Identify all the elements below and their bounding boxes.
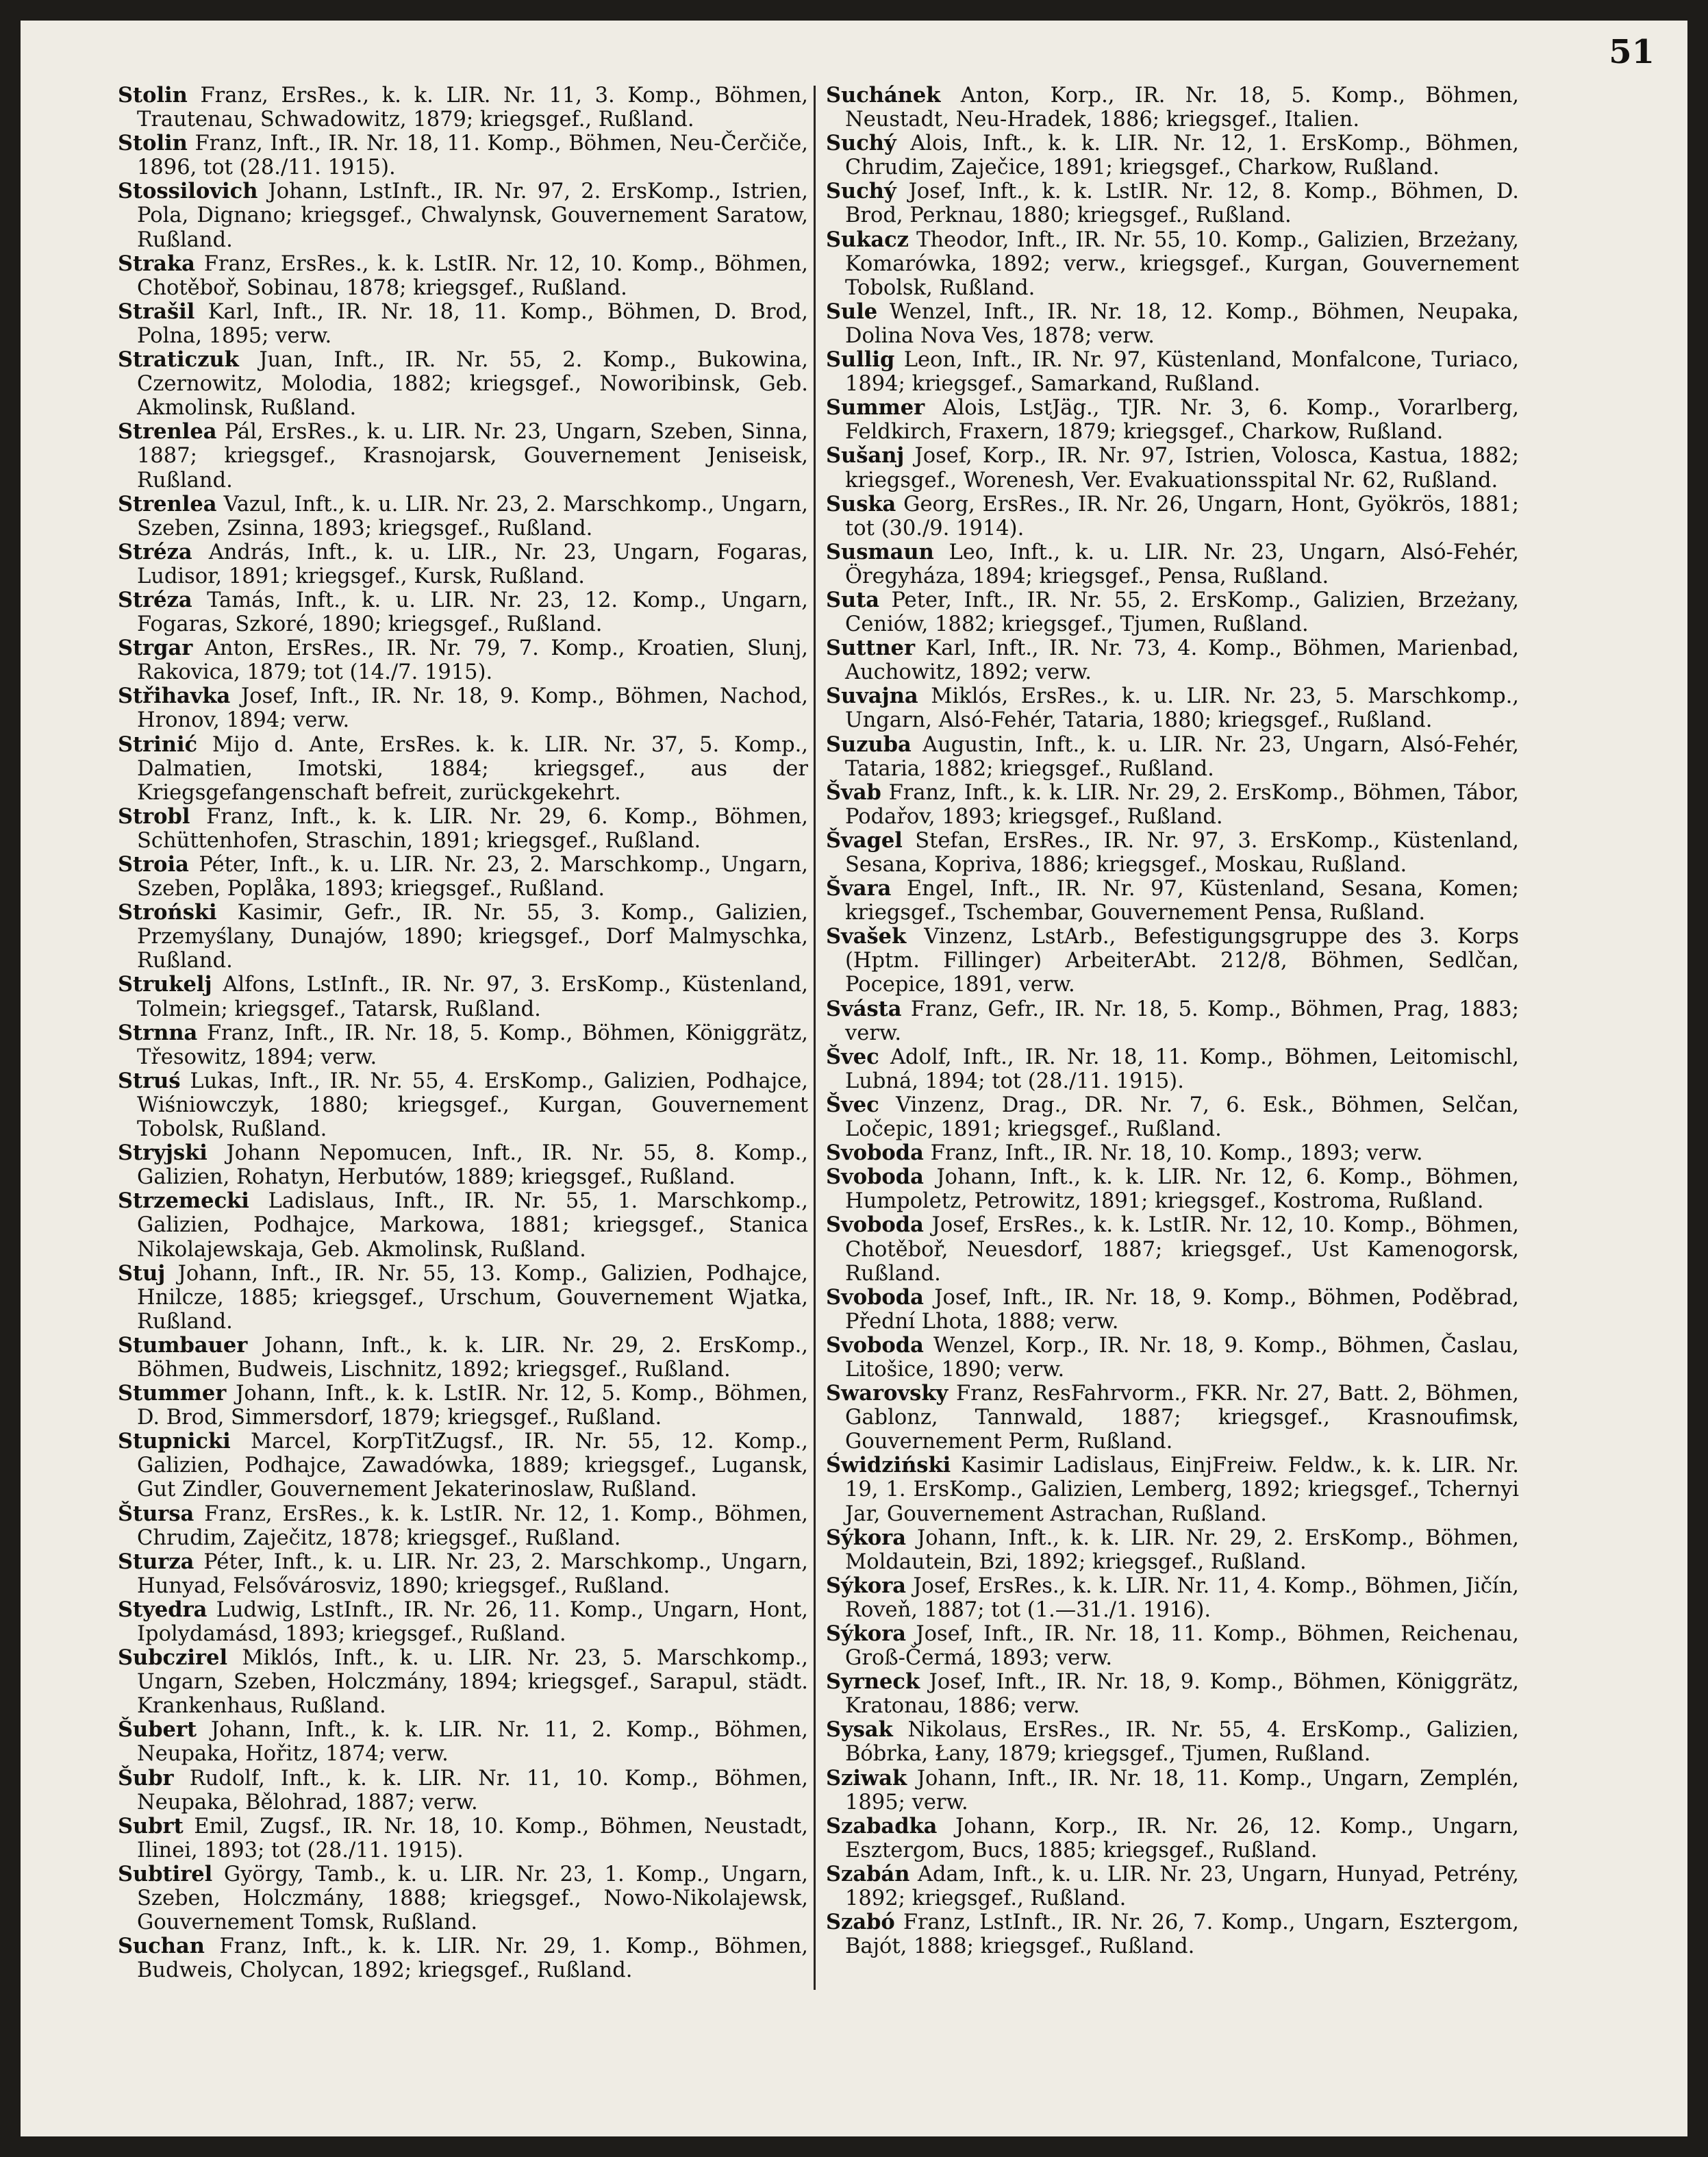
- register-entry: [118, 1262, 808, 1334]
- entry-surname: Svoboda: [826, 1164, 924, 1190]
- entry-surname: Švab: [826, 780, 881, 805]
- register-entry: [826, 1622, 1519, 1670]
- entry-surname: Sušanj: [826, 443, 905, 469]
- entry-details: Ladislaus, Inft., IR. Nr. 55, 1. Marschkomp., Galizien, Podhajce, Markowa, 1881; kriegsgef., Stanica Nikolajewskaja, Geb. Akmolinsk, Rußland.: [137, 1189, 808, 1262]
- register-entry: [118, 1550, 808, 1598]
- entry-surname: Svašek: [826, 924, 907, 949]
- register-entry: [826, 1862, 1519, 1910]
- entry-details: Augustin, Inft., k. u. LIR. Nr. 23, Ungarn, Alsó-Fehér, Tataria, 1882; kriegsgef., Rußland.: [845, 732, 1519, 781]
- entry-details: Johann, Inft., k. k. LIR. Nr. 29, 2. ErsKomp., Böhmen, Budweis, Lischnitz, 1892; kriegsgef., Rußland.: [137, 1333, 808, 1382]
- register-entry: [118, 1815, 808, 1862]
- register-entry: [826, 1454, 1519, 1525]
- entry-surname: Svásta: [826, 996, 902, 1021]
- entry-surname: Straticzuk: [118, 347, 239, 373]
- entry-details: Josef, Inft., IR. Nr. 18, 11. Komp., Böhmen, Reichenau, Groß-Čermá, 1893; verw.: [845, 1622, 1519, 1671]
- entry-surname: Strobl: [118, 803, 190, 829]
- entry-surname: Svoboda: [826, 1212, 924, 1238]
- entry-surname: Svoboda: [826, 1332, 924, 1358]
- entry-surname: Sysak: [826, 1717, 893, 1743]
- entry-details: Franz, Inft., IR. Nr. 18, 5. Komp., Böhmen, Königgrätz, Třesowitz, 1894; verw.: [137, 1021, 808, 1069]
- entry-surname: Stolin: [118, 131, 188, 156]
- entry-details: Kasimir Ladislaus, EinjFreiw. Feldw., k. k. LIR. Nr. 19, 1. ErsKomp., Galizien, Lemberg, 1892; kriegsgef., Tchernyi Jar, Gouvernement Astrachan, Rußland.: [845, 1454, 1519, 1526]
- entry-details: Johann, Inft., IR. Nr. 55, 13. Komp., Galizien, Podhajce, Hnilcze, 1885; kriegsgef., Urschum, Gouvernement Wjatka, Rußland.: [137, 1261, 808, 1334]
- entry-details: Juan, Inft., IR. Nr. 55, 2. Komp., Bukowina, Czernowitz, Molodia, 1882; kriegsgef., Noworibinsk, Geb. Akmolinsk, Rußland.: [137, 348, 808, 421]
- entry-details: Marcel, KorpTitZugsf., IR. Nr. 55, 12. Komp., Galizien, Podhajce, Zawadówka, 1889; kriegsgef., Lugansk, Gut Zindler, Gouvernement Jekaterinoslaw, Rußland.: [137, 1430, 808, 1502]
- entry-surname: Stossilovich: [118, 179, 258, 204]
- register-entry: [118, 420, 808, 492]
- register-entry: [826, 493, 1519, 540]
- entry-surname: Strnna: [118, 1020, 198, 1045]
- register-entry: [826, 1767, 1519, 1815]
- entry-surname: Suska: [826, 491, 896, 516]
- entry-details: Pál, ErsRes., k. u. LIR. Nr. 23, Ungarn, Szeben, Sinna, 1887; kriegsgef., Krasnojarsk, Gouvernement Jeniseisk, Rußland.: [137, 420, 808, 493]
- entry-details: Vazul, Inft., k. u. LIR. Nr. 23, 2. Marschkomp., Ungarn, Szeben, Zsinna, 1893; kriegsgef., Rußland.: [137, 492, 808, 540]
- register-entry: [826, 877, 1519, 925]
- entry-details: Emil, Zugsf., IR. Nr. 18, 10. Komp., Böhmen, Neustadt, Ilinei, 1893; tot (28./11. 1915).: [137, 1814, 808, 1862]
- register-entry: [118, 1189, 808, 1261]
- entry-surname: Švara: [826, 876, 892, 901]
- entry-details: Anton, ErsRes., IR. Nr. 79, 7. Komp., Kroatien, Slunj, Rakovica, 1879; tot (14./7. 1915).: [137, 636, 808, 685]
- entry-surname: Strgar: [118, 636, 193, 661]
- register-entry: [826, 636, 1519, 684]
- entry-surname: Syrneck: [826, 1669, 920, 1695]
- entry-surname: Štursa: [118, 1501, 194, 1526]
- register-entry: [826, 1574, 1519, 1622]
- entry-details: Josef, ErsRes., k. k. LstIR. Nr. 12, 10. Komp., Böhmen, Chotěboř, Neuesdorf, 1887; kriegsgef., Ust Kamenogorsk, Rußland.: [845, 1213, 1519, 1286]
- register-entry: [118, 805, 808, 853]
- entry-details: Miklós, Inft., k. u. LIR. Nr. 23, 5. Marschkomp., Ungarn, Szeben, Holczmány, 1894; kriegsgef., Sarapul, städt. Krankenhaus, Rußland.: [137, 1646, 808, 1719]
- entry-surname: Suvajna: [826, 684, 918, 709]
- register-entry: [826, 684, 1519, 732]
- register-entry: [826, 1382, 1519, 1454]
- entry-details: Johann, LstInft., IR. Nr. 97, 2. ErsKomp., Istrien, Pola, Dignano; kriegsgef., Chwalynsk, Gouvernement Saratow, Rußland.: [137, 179, 808, 252]
- register-entry: [826, 781, 1519, 829]
- entry-details: Alfons, LstInft., IR. Nr. 97, 3. ErsKomp., Küstenland, Tolmein; kriegsgef., Tatarsk, Rußland.: [137, 973, 808, 1021]
- entry-details: Johann, Inft., k. k. LIR. Nr. 11, 2. Komp., Böhmen, Neupaka, Hořitz, 1874; verw.: [137, 1718, 808, 1767]
- register-entry: [118, 1069, 808, 1141]
- register-entry: [826, 228, 1519, 300]
- register-entry: [118, 1502, 808, 1550]
- register-entry: [118, 1767, 808, 1815]
- entry-surname: Strašil: [118, 299, 195, 324]
- register-entry: [826, 1045, 1519, 1093]
- entry-surname: Szabán: [826, 1861, 910, 1886]
- entry-surname: Strenlea: [118, 419, 217, 445]
- entry-surname: Šubert: [118, 1717, 197, 1743]
- entry-surname: Suchan: [118, 1934, 205, 1959]
- entry-details: Péter, Inft., k. u. LIR. Nr. 23, 2. Marschkomp., Ungarn, Hunyad, Felsővárosviz, 1890; kriegsgef., Rußland.: [137, 1549, 808, 1598]
- entry-surname: Stupnicki: [118, 1429, 231, 1454]
- entry-details: Franz, ErsRes., k. k. LIR. Nr. 11, 3. Komp., Böhmen, Trautenau, Schwadowitz, 1879; kriegsgef., Rußland.: [137, 84, 808, 132]
- entry-details: Karl, Inft., IR. Nr. 73, 4. Komp., Böhmen, Marienbad, Auchowitz, 1892; verw.: [845, 636, 1519, 685]
- register-entry: [118, 252, 808, 300]
- register-entry: [826, 540, 1519, 588]
- register-entry: [118, 1021, 808, 1069]
- entry-details: Franz, ResFahrvorm., FKR. Nr. 27, Batt. 2, Böhmen, Gablonz, Tannwald, 1887; kriegsgef., Krasnoufimsk, Gouvernement Perm, Rußland.: [845, 1382, 1519, 1454]
- entry-surname: Šubr: [118, 1765, 174, 1791]
- register-entry: [826, 444, 1519, 492]
- entry-details: Josef, ErsRes., k. k. LIR. Nr. 11, 4. Komp., Böhmen, Jičín, Roveň, 1887; tot (1.—31./1. 1916).: [845, 1573, 1519, 1622]
- entry-details: Ludwig, LstInft., IR. Nr. 26, 11. Komp., Ungarn, Hont, Ipolydamásd, 1893; kriegsgef., Rußland.: [137, 1597, 808, 1646]
- register-entry: [118, 300, 808, 348]
- entry-surname: Sukacz: [826, 227, 909, 252]
- entry-details: Johann, Inft., k. k. LIR. Nr. 29, 2. ErsKomp., Böhmen, Moldautein, Bzi, 1892; kriegsgef., Rußland.: [845, 1525, 1519, 1574]
- entry-details: Johann, Inft., IR. Nr. 18, 11. Komp., Ungarn, Zemplén, 1895; verw.: [845, 1766, 1519, 1815]
- register-entry: [826, 1526, 1519, 1574]
- register-entry: [826, 1815, 1519, 1862]
- entry-details: Kasimir, Gefr., IR. Nr. 55, 3. Komp., Galizien, Przemyślany, Dunajów, 1890; kriegsgef., Dorf Malmyschka, Rußland.: [137, 901, 808, 973]
- entry-surname: Suchánek: [826, 83, 941, 108]
- entry-details: Franz, Inft., k. k. LIR. Nr. 29, 2. ErsKomp., Böhmen, Tábor, Podařov, 1893; kriegsgef., Rußland.: [845, 780, 1519, 829]
- register-entry: [826, 396, 1519, 444]
- register-entry: [826, 1334, 1519, 1382]
- entry-surname: Subczirel: [118, 1645, 228, 1671]
- entry-surname: Sýkora: [826, 1525, 907, 1550]
- register-entry: [826, 925, 1519, 997]
- entry-surname: Sziwak: [826, 1765, 907, 1791]
- entry-surname: Švec: [826, 1092, 879, 1117]
- entry-details: Josef, Inft., k. k. LstIR. Nr. 12, 8. Komp., Böhmen, D. Brod, Perknau, 1880; kriegsgef., Rußland.: [845, 179, 1519, 228]
- entry-details: Péter, Inft., k. u. LIR. Nr. 23, 2. Marschkomp., Ungarn, Szeben, Poplåka, 1893; kriegsgef., Rußland.: [137, 853, 808, 901]
- entry-surname: Świdziński: [826, 1453, 951, 1478]
- register-entry: [118, 1718, 808, 1766]
- document-page: [21, 21, 1687, 2136]
- entry-details: Peter, Inft., IR. Nr. 55, 2. ErsKomp., Galizien, Brzeżany, Ceniów, 1882; kriegsgef., Tjumen, Rußland.: [845, 588, 1519, 637]
- entry-surname: Subrt: [118, 1813, 184, 1838]
- entry-details: Wenzel, Korp., IR. Nr. 18, 9. Komp., Böhmen, Časlau, Litošice, 1890; verw.: [845, 1333, 1519, 1382]
- register-entry: [826, 1213, 1519, 1285]
- register-entry: [826, 1286, 1519, 1334]
- entry-details: Nikolaus, ErsRes., IR. Nr. 55, 4. ErsKomp., Galizien, Bóbrka, Łany, 1879; kriegsgef., Tjumen, Rußland.: [845, 1718, 1519, 1767]
- register-entry: [118, 1598, 808, 1646]
- entry-details: Franz, Inft., IR. Nr. 18, 11. Komp., Böhmen, Neu-Čerčiče, 1896, tot (28./11. 1915).: [137, 132, 808, 180]
- entry-surname: Swarovsky: [826, 1381, 949, 1406]
- entry-details: Engel, Inft., IR. Nr. 97, Küstenland, Sesana, Komen; kriegsgef., Tschembar, Gouvernement Pensa, Rußland.: [845, 877, 1519, 925]
- entry-details: Alois, LstJäg., TJR. Nr. 3, 6. Komp., Vorarlberg, Feldkirch, Fraxern, 1879; kriegsgef., Charkow, Rußland.: [845, 396, 1519, 445]
- entry-details: Josef, Korp., IR. Nr. 97, Istrien, Volosca, Kastua, 1882; kriegsgef., Worenesh, Ver. Evakuationsspital Nr. 62, Rußland.: [845, 444, 1519, 493]
- register-entry: [118, 179, 808, 251]
- entry-surname: Sýkora: [826, 1621, 907, 1646]
- entry-surname: Suzuba: [826, 732, 912, 757]
- entry-surname: Strukelj: [118, 972, 212, 997]
- entry-surname: Střihavka: [118, 684, 231, 709]
- entry-surname: Stréza: [118, 539, 192, 564]
- register-entry: [118, 1430, 808, 1501]
- register-entry: [826, 1165, 1519, 1213]
- register-entry: [118, 733, 808, 805]
- entry-surname: Szabó: [826, 1910, 895, 1935]
- register-entry: [826, 300, 1519, 348]
- entry-details: Anton, Korp., IR. Nr. 18, 5. Komp., Böhmen, Neustadt, Neu-Hradek, 1886; kriegsgef., Italien.: [845, 84, 1519, 132]
- entry-surname: Svoboda: [826, 1140, 924, 1166]
- entry-details: Franz, Inft., IR. Nr. 18, 10. Komp., 1893; verw.: [930, 1141, 1423, 1166]
- register-entry: [826, 179, 1519, 227]
- entry-details: Tamás, Inft., k. u. LIR. Nr. 23, 12. Komp., Ungarn, Fogaras, Szkoré, 1890; kriegsgef., Rußland.: [137, 588, 808, 637]
- register-entry: [826, 1141, 1519, 1165]
- register-entry: [118, 853, 808, 901]
- entry-surname: Susmaun: [826, 539, 934, 564]
- entry-details: Johann, Inft., k. k. LstIR. Nr. 12, 5. Komp., Böhmen, D. Brod, Simmersdorf, 1879; kriegsgef., Rußland.: [137, 1382, 808, 1430]
- entry-details: Franz, LstInft., IR. Nr. 26, 7. Komp., Ungarn, Esztergom, Bajót, 1888; kriegsgef., Rußland.: [845, 1910, 1519, 1959]
- entry-surname: Szabadka: [826, 1813, 938, 1838]
- entry-surname: Stryjski: [118, 1140, 208, 1166]
- register-entry: [118, 348, 808, 420]
- entry-surname: Strinić: [118, 732, 198, 757]
- entry-surname: Strenlea: [118, 491, 217, 516]
- entry-surname: Stréza: [118, 587, 192, 612]
- page-number: 51: [1609, 33, 1655, 71]
- entry-details: Rudolf, Inft., k. k. LIR. Nr. 11, 10. Komp., Böhmen, Neupaka, Bělohrad, 1887; verw.: [137, 1766, 808, 1815]
- register-entry: [118, 1646, 808, 1718]
- entry-surname: Suchý: [826, 179, 896, 204]
- entry-surname: Stummer: [118, 1381, 227, 1406]
- register-entry: [826, 997, 1519, 1045]
- register-entry: [118, 973, 808, 1021]
- entry-surname: Suta: [826, 587, 880, 612]
- entry-surname: Straka: [118, 251, 195, 276]
- register-entry: [118, 1862, 808, 1934]
- register-entry: [118, 540, 808, 588]
- entry-surname: Stolin: [118, 83, 188, 108]
- entry-surname: Strzemecki: [118, 1188, 249, 1214]
- entry-details: Leon, Inft., IR. Nr. 97, Küstenland, Monfalcone, Turiaco, 1894; kriegsgef., Samarkand, Rußland.: [845, 348, 1519, 397]
- entry-details: Lukas, Inft., IR. Nr. 55, 4. ErsKomp., Galizien, Podhajce, Wiśniowczyk, 1880; kriegsgef., Kurgan, Gouvernement Tobolsk, Rußland.: [137, 1069, 808, 1142]
- entry-surname: Subtirel: [118, 1861, 213, 1886]
- register-entry: [826, 733, 1519, 781]
- entry-details: Stefan, ErsRes., IR. Nr. 97, 3. ErsKomp., Küstenland, Sesana, Kopriva, 1886; kriegsgef., Moskau, Rußland.: [845, 828, 1519, 877]
- entry-details: Josef, Inft., IR. Nr. 18, 9. Komp., Böhmen, Poděbrad, Přední Lhota, 1888; verw.: [845, 1285, 1519, 1334]
- entry-details: Georg, ErsRes., IR. Nr. 26, Ungarn, Hont, Gyökrös, 1881; tot (30./9. 1914).: [845, 492, 1520, 540]
- right-column: [826, 84, 1519, 1958]
- register-entry: [118, 901, 808, 973]
- entry-surname: Sullig: [826, 347, 895, 373]
- entry-details: Vinzenz, LstArb., Befestigungsgruppe des 3. Korps (Hptm. Fillinger) ArbeiterAbt. 212/8, Böhmen, Sedlčan, Pocepice, 1891, verw.: [845, 925, 1519, 997]
- entry-details: Karl, Inft., IR. Nr. 18, 11. Komp., Böhmen, D. Brod, Polna, 1895; verw.: [137, 299, 808, 348]
- entry-surname: Stroński: [118, 900, 217, 925]
- register-entry: [118, 493, 808, 540]
- entry-details: Johann, Inft., k. k. LIR. Nr. 12, 6. Komp., Böhmen, Humpoletz, Petrowitz, 1891; kriegsgef., Kostroma, Rußland.: [845, 1165, 1519, 1214]
- register-entry: [118, 636, 808, 684]
- entry-details: Franz, ErsRes., k. k. LstIR. Nr. 12, 10. Komp., Böhmen, Chotěboř, Sobinau, 1878; kriegsgef., Rußland.: [137, 251, 808, 300]
- entry-surname: Švagel: [826, 827, 903, 853]
- entry-details: Franz, ErsRes., k. k. LstIR. Nr. 12, 1. Komp., Böhmen, Chrudim, Zaječitz, 1878; kriegsgef., Rußland.: [137, 1501, 808, 1550]
- entry-details: Josef, Inft., IR. Nr. 18, 9. Komp., Böhmen, Königgrätz, Kratonau, 1886; verw.: [845, 1670, 1519, 1719]
- register-entry: [826, 1093, 1519, 1141]
- register-entry: [118, 132, 808, 179]
- entry-details: Franz, Gefr., IR. Nr. 18, 5. Komp., Böhmen, Prag, 1883; verw.: [845, 997, 1519, 1045]
- entry-details: Mijo d. Ante, ErsRes. k. k. LIR. Nr. 37, 5. Komp., Dalmatien, Imotski, 1884; kriegsgef., aus der Kriegsgefangenschaft befreit, zurückgekehrt.: [137, 732, 808, 805]
- entry-details: Leo, Inft., k. u. LIR. Nr. 23, Ungarn, Alsó-Fehér, Öregyháza, 1894; kriegsgef., Pensa, Rußland.: [845, 540, 1519, 588]
- entry-details: Franz, Inft., k. k. LIR. Nr. 29, 1. Komp., Böhmen, Budweis, Cholycan, 1892; kriegsgef., Rußland.: [137, 1934, 808, 1983]
- entry-surname: Stumbauer: [118, 1332, 248, 1358]
- entry-details: Adolf, Inft., IR. Nr. 18, 11. Komp., Böhmen, Leitomischl, Lubná, 1894; tot (28./11. 1915).: [845, 1045, 1519, 1093]
- register-entry: [826, 1910, 1519, 1958]
- entry-surname: Summer: [826, 395, 925, 421]
- entry-details: Theodor, Inft., IR. Nr. 55, 10. Komp., Galizien, Brzeżany, Komarówka, 1892; verw., kriegsgef., Kurgan, Gouvernement Tobolsk, Rußland.: [845, 227, 1519, 300]
- entry-details: Wenzel, Inft., IR. Nr. 18, 12. Komp., Böhmen, Neupaka, Dolina Nova Ves, 1878; verw.: [845, 299, 1520, 348]
- entry-details: Adam, Inft., k. u. LIR. Nr. 23, Ungarn, Hunyad, Petrény, 1892; kriegsgef., Rußland.: [845, 1862, 1519, 1911]
- register-entry: [118, 1934, 808, 1982]
- entry-surname: Suchý: [826, 131, 896, 156]
- entry-surname: Struś: [118, 1068, 181, 1093]
- entry-details: Josef, Inft., IR. Nr. 18, 9. Komp., Böhmen, Nachod, Hronov, 1894; verw.: [137, 684, 808, 733]
- register-entry: [118, 588, 808, 636]
- entry-details: Alois, Inft., k. k. LIR. Nr. 12, 1. ErsKomp., Böhmen, Chrudim, Zaječice, 1891; kriegsgef., Charkow, Rußland.: [845, 132, 1519, 180]
- entry-details: Miklós, ErsRes., k. u. LIR. Nr. 23, 5. Marschkomp., Ungarn, Alsó-Fehér, Tataria, 1880; kriegsgef., Rußland.: [845, 684, 1519, 733]
- entry-surname: Stuj: [118, 1260, 166, 1286]
- entry-details: Franz, Inft., k. k. LIR. Nr. 29, 6. Komp., Böhmen, Schüttenhofen, Straschin, 1891; kriegsgef., Rußland.: [137, 804, 808, 853]
- entry-details: Johann Nepomucen, Inft., IR. Nr. 55, 8. Komp., Galizien, Rohatyn, Herbutów, 1889; kriegsgef., Rußland.: [137, 1141, 808, 1190]
- entry-surname: Styedra: [118, 1597, 208, 1622]
- register-entry: [826, 1670, 1519, 1718]
- register-entry: [826, 348, 1519, 396]
- entry-details: András, Inft., k. u. LIR., Nr. 23, Ungarn, Fogaras, Ludisor, 1891; kriegsgef., Kursk, Rußland.: [137, 540, 808, 588]
- register-entry: [826, 588, 1519, 636]
- entry-surname: Suttner: [826, 636, 916, 661]
- entry-details: Vinzenz, Drag., DR. Nr. 7, 6. Esk., Böhmen, Selčan, Ločepic, 1891; kriegsgef., Rußland.: [845, 1093, 1519, 1142]
- register-entry: [118, 84, 808, 132]
- register-entry: [826, 829, 1519, 877]
- register-entry: [118, 684, 808, 732]
- register-entry: [118, 1141, 808, 1189]
- column-divider: [814, 86, 816, 1990]
- register-entry: [118, 1382, 808, 1430]
- entry-details: Johann, Korp., IR. Nr. 26, 12. Komp., Ungarn, Esztergom, Bucs, 1885; kriegsgef., Rußland.: [845, 1814, 1519, 1862]
- register-entry: [826, 1718, 1519, 1766]
- entry-surname: Sýkora: [826, 1573, 907, 1598]
- entry-surname: Svoboda: [826, 1284, 924, 1310]
- entry-details: György, Tamb., k. u. LIR. Nr. 23, 1. Komp., Ungarn, Szeben, Holczmány, 1888; kriegsgef., Nowo-Nikolajewsk, Gouvernement Tomsk, Rußland.: [137, 1862, 808, 1935]
- entry-surname: Stroia: [118, 852, 189, 877]
- entry-surname: Švec: [826, 1044, 879, 1069]
- entry-surname: Sule: [826, 299, 878, 324]
- register-entry: [118, 1334, 808, 1382]
- register-entry: [826, 84, 1519, 132]
- entry-surname: Sturza: [118, 1549, 194, 1574]
- left-column: [118, 84, 808, 1982]
- register-entry: [826, 132, 1519, 179]
